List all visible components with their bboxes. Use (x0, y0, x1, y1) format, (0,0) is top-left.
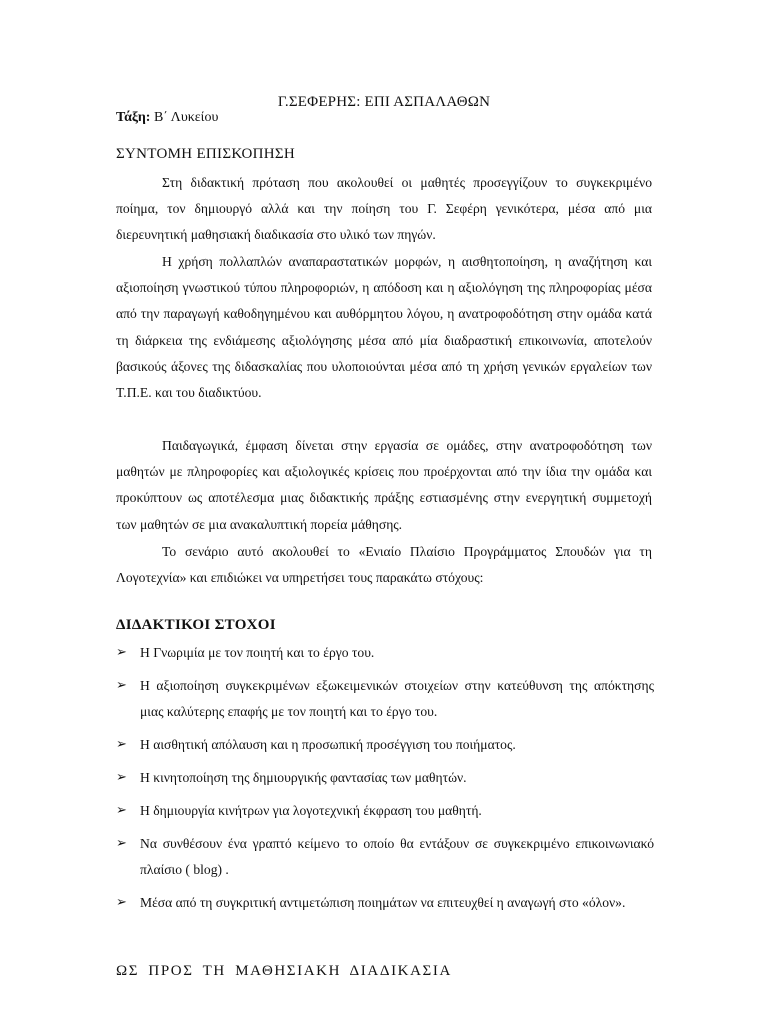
objectives-list (116, 640, 654, 923)
objective-text: Η κινητοποίηση της δημιουργικής φαντασίας των μαθητών. (140, 770, 467, 785)
objective-text: Η δημιουργία κινήτρων για λογοτεχνική έκφραση του μαθητή. (140, 803, 482, 818)
class-value: Β΄ Λυκείου (153, 110, 219, 125)
list-item (116, 765, 654, 791)
arrow-bullet-icon: ➢ (116, 895, 127, 910)
arrow-bullet-icon: ➢ (116, 678, 127, 693)
list-item (116, 673, 654, 725)
document-title: Γ.ΣΕΦΕΡΗΣ: ΕΠΙ ΑΣΠΑΛΑΘΩΝ (277, 94, 491, 110)
arrow-bullet-icon: ➢ (116, 803, 127, 818)
arrow-bullet-icon: ➢ (116, 737, 127, 752)
objectives-heading: ΔΙΔΑΚΤΙΚΟΙ ΣΤΟΧΟΙ (116, 617, 276, 633)
paragraph-methods: Η χρήση πολλαπλών αναπαραστατικών μορφών, η αισθητοποίηση, η αναζήτηση και αξιοποίηση γνωστικού τύπου πληροφοριών, η απόδοση και η αξιολόγηση της πληροφορίας μέσα από την παραγωγή καθοδηγημένου και αυθόρμητου λόγου, η ανατροφοδότηση στην ομάδα κατά τη διάρκεια της ενδιάμεσης αξιολόγησης μέσα από μία διαδραστική επικοινωνία, αποτελούν βασικούς άξονες της διδασκαλίας που υλοποιούνται μέσα από τη χρήση γενικών εργαλείων των Τ.Π.Ε. και του διαδικτύου. (116, 254, 652, 401)
objective-text: Να συνθέσουν ένα γραπτό κείμενο το οποίο θα εντάξουν σε συγκεκριμένο επικοινωνιακό πλαίσιο ( blog) . (140, 836, 654, 877)
objective-text: Η αισθητική απόλαυση και η προσωπική προσέγγιση του ποιήματος. (140, 737, 516, 752)
objective-text: Η αξιοποίηση συγκεκριμένων εξωκειμενικών στοιχείων στην κατεύθυνση της απόκτησης μιας καλύτερης επαφής με τον ποιητή και το έργο του. (140, 678, 654, 719)
list-item (116, 798, 654, 824)
paragraph-pedagogy: Παιδαγωγικά, έμφαση δίνεται στην εργασία σε ομάδες, στην ανατροφοδότηση των μαθητών με πληροφορίες και αξιολογικές κρίσεις που προέρχονται από την ίδια την ομάδα και προκύπτουν ως αποτέλεσμα μιας διδακτικής πράξης εστιασμένης στην ενεργητική συμμετοχή των μαθητών σε μια ανακαλυπτική πορεία μάθησης. (116, 438, 652, 532)
arrow-bullet-icon: ➢ (116, 645, 127, 660)
list-item (116, 831, 654, 883)
class-label: Τάξη: (116, 110, 151, 125)
list-item (116, 640, 654, 666)
arrow-bullet-icon: ➢ (116, 770, 127, 785)
process-heading: ΩΣ ΠΡΟΣ ΤΗ ΜΑΘΗΣΙΑΚΗ ΔΙΑΔΙΚΑΣΙΑ (116, 963, 452, 979)
paragraph-scenario: Το σενάριο αυτό ακολουθεί το «Ενιαίο Πλαίσιο Προγράμματος Σπουδών για τη Λογοτεχνία» και επιδιώκει να υπηρετήσει τους παρακάτω στόχους: (116, 544, 652, 586)
objective-text: Η Γνωριμία με τον ποιητή και το έργο του. (140, 645, 375, 660)
paragraph-intro: Στη διδακτική πρόταση που ακολουθεί οι μαθητές προσεγγίζουν το συγκεκριμένο ποίημα, τον δημιουργό αλλά και την ποίηση του Γ. Σεφέρη γενικότερα, μέσα από μια διερευνητική μαθησιακή διαδικασία στο υλικό των πηγών. (116, 175, 652, 243)
list-item (116, 732, 654, 758)
arrow-bullet-icon: ➢ (116, 836, 127, 851)
class-line (116, 110, 218, 126)
overview-heading: ΣΥΝΤΟΜΗ ΕΠΙΣΚΟΠΗΣΗ (116, 146, 296, 162)
objective-text: Μέσα από τη συγκριτική αντιμετώπιση ποιημάτων να επιτευχθεί η αναγωγή στο «όλον». (140, 895, 626, 910)
list-item (116, 890, 654, 916)
